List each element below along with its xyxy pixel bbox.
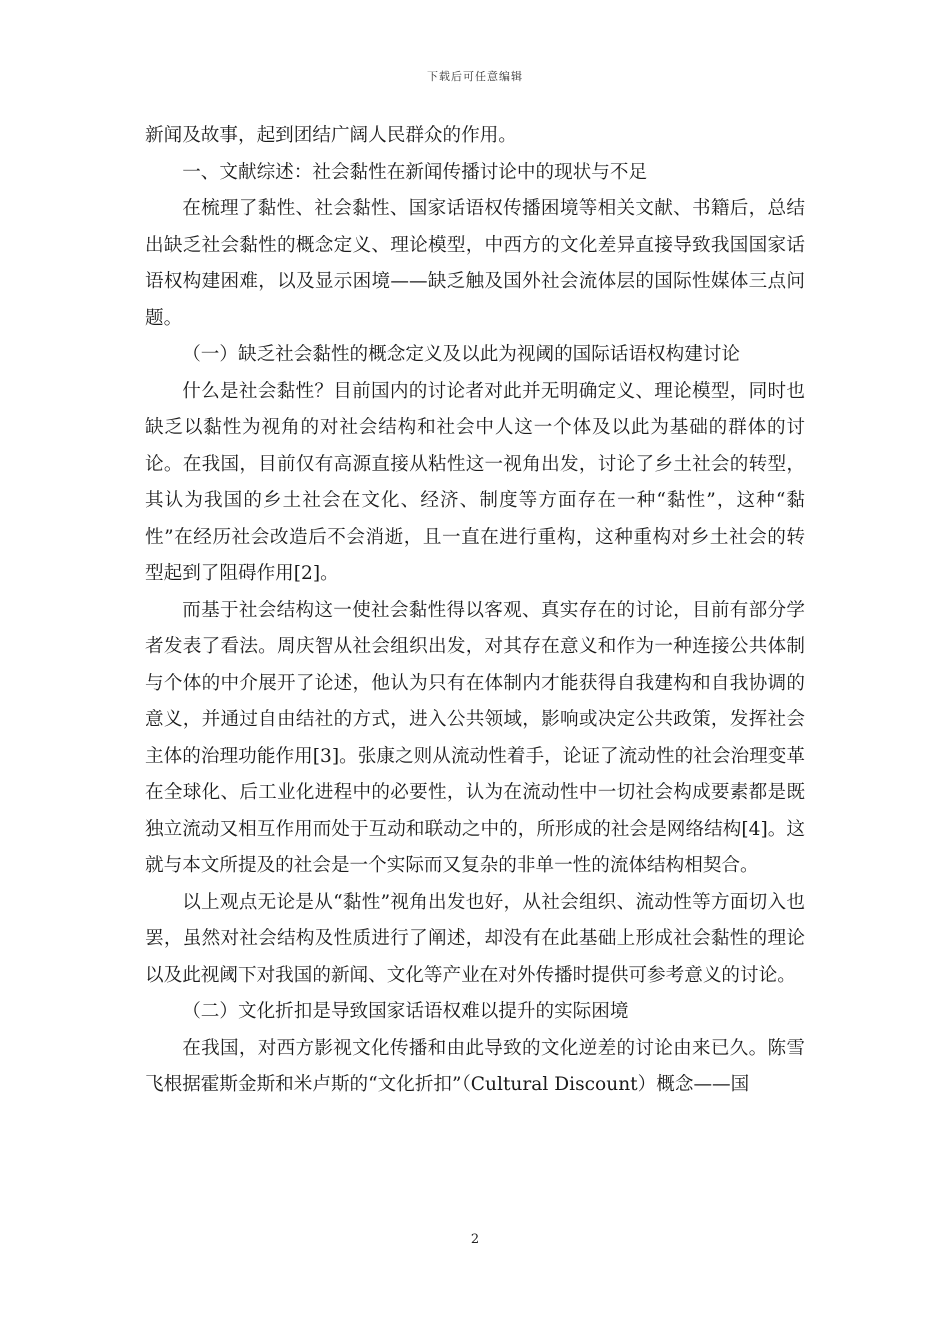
paragraph: 以上观点无论是从“黏性”视角出发也好，从社会组织、流动性等方面切入也罢，虽然对社会结构及性质进行了阐述，却没有在此基础上形成社会黏性的理论以及此视阈下对我国的新闻、文化等产业在对外传播时提供可参考意义的讨论。 [145,891,805,986]
paragraph: 什么是社会黏性？目前国内的讨论者对此并无明确定义、理论模型，同时也缺乏以黏性为视角的对社会结构和社会中人这一个体及以此为基础的群体的讨论。在我国，目前仅有高源直接从粘性这一视角出发，讨论了乡土社会的转型，其认为我国的乡土社会在文化、经济、制度等方面存在一种“黏性”，这种“黏性”在经历社会改造后不会消逝，且一直在进行重构，这种重构对乡土社会的转型起到了阻碍作用[2]。 [145,380,805,584]
page-number: 2 [470,1232,480,1247]
section-heading: 一、文献综述：社会黏性在新闻传播讨论中的现状与不足 [182,161,648,183]
page-header: 下载后可任意编辑 [427,70,523,83]
paragraph: 在梳理了黏性、社会黏性、国家话语权传播困境等相关文献、书籍后，总结出缺乏社会黏性的概念定义、理论模型，中西方的文化差异直接导致我国国家话语权构建困难，以及显示困境——缺乏触及国外社会流体层的国际性媒体三点问题。 [145,198,805,329]
paragraph: 而基于社会结构这一使社会黏性得以客观、真实存在的讨论，目前有部分学者发表了看法。周庆智从社会组织出发，对其存在意义和作为一种连接公共体制与个体的中介展开了论述，他认为只有在体制内才能获得自我建构和自我协调的意义，并通过自由结社的方式，进入公共领域，影响或决定公共政策，发挥社会主体的治理功能作用[3]。张康之则从流动性着手，论证了流动性的社会治理变革在全球化、后工业化进程中的必要性，认为在流动性中一切社会构成要素都是既独立流动又相互作用而处于互动和联动之中的，所形成的社会是网络结构[4]。这就与本文所提及的社会是一个实际而又复杂的非单一性的流体结构相契合。 [145,599,805,876]
paragraph-continuation: 新闻及故事，起到团结广阔人民群众的作用。 [145,125,517,146]
document-body [145,118,805,1104]
subsection-heading: （一）缺乏社会黏性的概念定义及以此为视阈的国际话语权构建讨论 [182,344,741,365]
subsection-heading: （二）文化折扣是导致国家话语权难以提升的实际困境 [182,1001,629,1022]
paragraph: 在我国，对西方影视文化传播和由此导致的文化逆差的讨论由来已久。陈雪飞根据霍斯金斯和米卢斯的“文化折扣”（Cultural Discount）概念——国 [145,1037,805,1095]
